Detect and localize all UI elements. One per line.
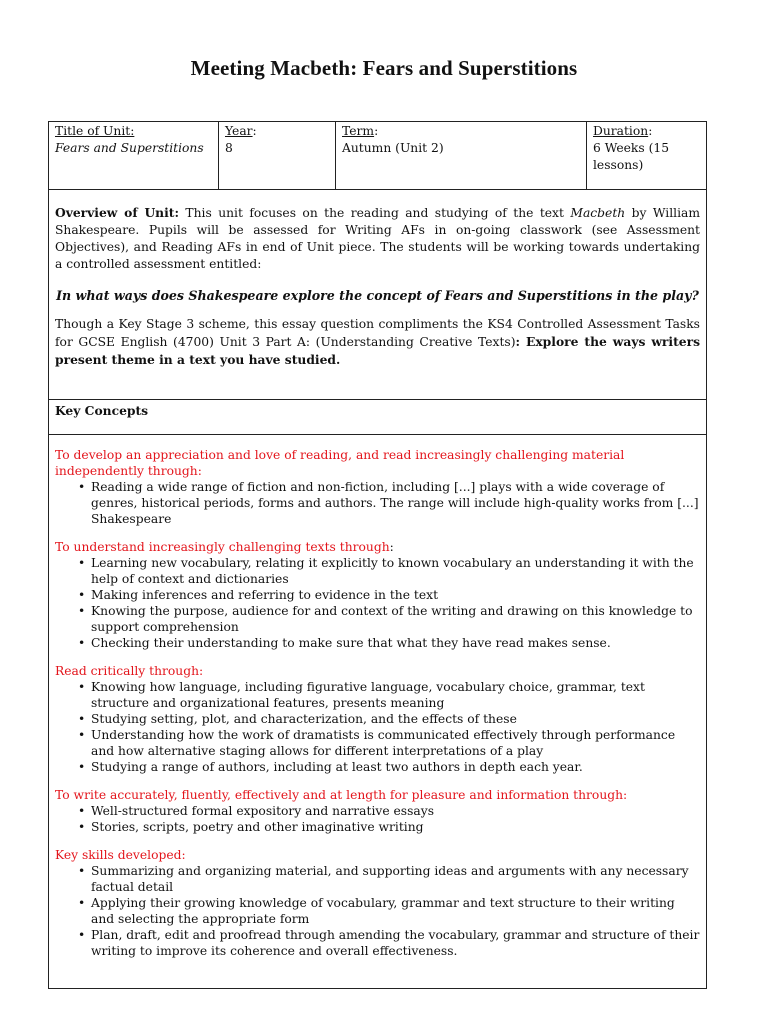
year-label: Year [225, 124, 253, 138]
bullet-item: • Summarizing and organizing material, and supporting ideas and arguments with any necessary factual detail [91, 863, 700, 895]
section-heading-text: To develop an appreciation and love of reading, and read increasingly challenging material independently through: [55, 448, 625, 478]
key-concepts-label: Key Concepts [55, 403, 149, 418]
year-colon: : [252, 124, 257, 138]
bullet-item: • Well-structured formal expository and narrative essays [91, 803, 700, 819]
bullet-item: • Studying setting, plot, and characterization, and the effects of these [91, 711, 700, 727]
bullet-list [55, 679, 700, 775]
bullet-item: • Learning new vocabulary, relating it explicitly to known vocabulary an understanding it with the help of context and dictionaries [91, 555, 700, 587]
concept-section [55, 787, 700, 835]
concepts-body [49, 435, 706, 988]
overview-text-a: This unit focuses on the reading and studying of the text [179, 206, 571, 220]
year-value: 8 [225, 141, 233, 155]
section-heading [55, 447, 700, 479]
concept-section [55, 539, 700, 651]
duration-cell [587, 122, 706, 189]
unit-table [48, 121, 707, 989]
section-heading-text: Read critically through: [55, 664, 204, 678]
title-of-unit-value: Fears and Superstitions [55, 141, 204, 155]
bullet-item: • Studying a range of authors, including at least two authors in depth each year. [91, 759, 700, 775]
overview-text-b: by William Shakespeare. Pupils will be assessed for Writing AFs in on-going classwork (see Assessment Objectives), and Reading AFs in end of Unit piece. The students will be working towards undertaking a controlled assessment entitled: [55, 206, 700, 271]
term-label: Term [342, 124, 375, 138]
ks4-text: Though a Key Stage 3 scheme, this essay question compliments the KS4 Controlled Assessment Tasks for GCSE English (4700) Unit 3 Part A: (Understanding Creative Texts) [55, 317, 700, 349]
title-of-unit-cell [49, 122, 219, 189]
term-value: Autumn (Unit 2) [342, 141, 444, 155]
ks4-bold-text: : Explore the ways writers present theme in a text you have studied. [55, 334, 700, 367]
title-of-unit-label: Title of Unit: [55, 124, 135, 138]
key-concepts-row [49, 400, 706, 435]
section-heading-text: Key skills developed: [55, 848, 186, 862]
bullet-list [55, 803, 700, 835]
bullet-item: • Reading a wide range of fiction and non-fiction, including [...] plays with a wide coverage of genres, historical periods, forms and authors. The range will include high-quality works from [...] Shakespeare [91, 479, 700, 527]
section-heading-text: To understand increasingly challenging texts through [55, 540, 390, 554]
section-heading-tail: : [389, 540, 394, 554]
assessment-question: In what ways does Shakespeare explore the concept of Fears and Superstitions in the play? [56, 288, 699, 303]
section-heading [55, 787, 700, 803]
section-heading [55, 539, 700, 555]
duration-value: 6 Weeks (15 lessons) [593, 141, 670, 172]
unit-header-row [49, 122, 706, 190]
bullet-item: • Stories, scripts, poetry and other imaginative writing [91, 819, 700, 835]
bullet-list [55, 555, 700, 651]
concept-section [55, 847, 700, 959]
overview-row [49, 190, 706, 400]
section-heading [55, 663, 700, 679]
section-heading [55, 847, 700, 863]
ks4-paragraph [55, 316, 700, 369]
overview-label: Overview of Unit: [55, 205, 180, 220]
bullet-list [55, 863, 700, 959]
concept-section [55, 447, 700, 527]
bullet-item: • Knowing the purpose, audience for and context of the writing and drawing on this knowledge to support comprehension [91, 603, 700, 635]
duration-label: Duration [593, 124, 649, 138]
bullet-item: • Making inferences and referring to evidence in the text [91, 587, 700, 603]
overview-macbeth: Macbeth [570, 206, 626, 220]
duration-colon: : [648, 124, 653, 138]
year-cell [219, 122, 336, 189]
concept-section [55, 663, 700, 775]
bullet-item: • Checking their understanding to make sure that what they have read makes sense. [91, 635, 700, 651]
overview-paragraph [55, 204, 700, 273]
term-cell [336, 122, 587, 189]
section-heading-text: To write accurately, fluently, effectively and at length for pleasure and information through: [55, 788, 628, 802]
document-title: Meeting Macbeth: Fears and Superstitions [190, 56, 578, 80]
bullet-item: • Understanding how the work of dramatists is communicated effectively through performance and how alternative staging allows for different interpretations of a play [91, 727, 700, 759]
bullet-item: • Knowing how language, including figurative language, vocabulary choice, grammar, text structure and organizational features, presents meaning [91, 679, 700, 711]
bullet-item: • Plan, draft, edit and proofread through amending the vocabulary, grammar and structure of their writing to improve its coherence and overall effectiveness. [91, 927, 700, 959]
term-colon: : [374, 124, 379, 138]
bullet-item: • Applying their growing knowledge of vocabulary, grammar and text structure to their writing and selecting the appropriate form [91, 895, 700, 927]
bullet-list [55, 479, 700, 527]
